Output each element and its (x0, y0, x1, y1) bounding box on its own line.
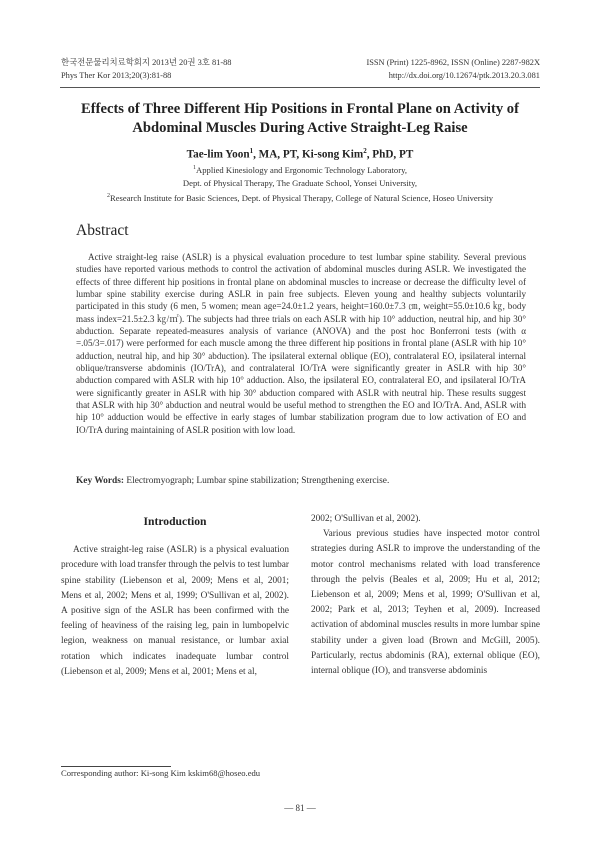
affiliation-1-dept: Dept. of Physical Therapy, The Graduate School, Yonsei University, (182, 178, 418, 189)
intro-paragraph-2: Various previous studies have inspected motor control strategies during ASLR to improve the understanding of the motor control mechanisms related with load transference through the pelvis (Beales et al, 2009; Hu et al, 2012; Liebenson et al, 2009; Mens et al, 1999; O'Sullivan et al, 2002; Park et al, 2013; Teyhen et al, 2009). Increased activation of abdominal muscles results in more lumbar spine stability under a given load (Brown and McGill, 2005). Particularly, rectus abdominis (RA), external oblique (EO), internal oblique (IO), and transverse abdominis (311, 529, 540, 677)
left-column (61, 509, 289, 680)
keywords-list: Electromyograph; Lumbar spine stabilization; Strengthening exercise. (124, 476, 390, 486)
doi-line[interactable]: http://dx.doi.org/10.12674/ptk.2013.20.3.081 (388, 71, 540, 80)
author-list (40, 147, 560, 161)
affiliations (40, 162, 560, 205)
author-1-affil-mark: 1 (249, 147, 254, 155)
footnote-divider (61, 766, 171, 767)
affiliation-1: $^1$Applied Kinesiology and Ergonomic Technology Laboratory, (193, 164, 407, 175)
journal-citation-korean (61, 56, 232, 82)
paper-title (40, 100, 560, 138)
journal-citation-line1: 한국전문물리치료학회지 2013년 20권 3호 81-88 (61, 58, 232, 67)
affiliation-2: $^2$Research Institute for Basic Sciences, Dept. of Physical Therapy, College of Natural Science, Hoseo University (106, 193, 494, 204)
abstract-heading: Abstract (76, 222, 129, 239)
paper-title-line1: Effects of Three Different Hip Positions in Frontal Plane on Activity of (81, 101, 519, 117)
intro-paragraph-1-continued: 2002; O'Sullivan et al, 2002). (311, 514, 421, 524)
paper-title-line2: Abdominal Muscles During Active Straight-Leg Raise (132, 120, 468, 136)
author-2: , MA, PT, Ki-song Kim (253, 148, 364, 161)
keywords-label: Key Words: (76, 476, 125, 486)
header-divider (60, 87, 540, 88)
right-column (311, 512, 540, 679)
author-2-affil-mark: 2 (363, 147, 367, 155)
page-number: — 81 — (284, 803, 316, 813)
author-degrees: , PhD, PT (366, 148, 414, 161)
journal-issn-doi (366, 56, 540, 82)
abstract-text: Active straight-leg raise (ASLR) is a physical evaluation procedure to test lumbar spine stability. Several previous studies have reported various methods to control the activation of abdominal muscles during ASLR. We investigated the effects of three different hip positions in frontal plane on abdominal muscles to increase or decrease the difficulty level of lumbar spine stability exercise during ASLR in pain free subjects. Eleven young and healthy subjects voluntarily participated in this study (6 men, 5 women; mean age=24.0±1.2 years, height=160.0±7.3 ㎝, weight=55.0±10.6 ㎏, body mass index=21.5±2.3 ㎏/㎡). The subjects had three trials on each ASLR with hip 10° adduction, neutral hip, and hip 30° abduction. Separate repeated-measures analysis of variance (ANOVA) and the post hoc Bonferroni tests (with α =.05/3=.017) were performed for each muscle among the three different hip positions in frontal plane (ASLR with hip 10° adduction, neutral hip, and hip 30° abduction). The ipsilateral external oblique (EO), contralateral EO, ipsilateral internal oblique/transverse abdominis (IO/TrA), and contralateral IO/TrA were significantly greater in ASLR with hip 30° abduction compared with ASLR with hip 10° adduction. Also, the ipsilateral EO, contralateral EO, and ipsilateral IO/TrA were significantly greater in ASLR with hip 30° abduction compared with ASLR with neutral hip. These results suggest that ASLR with hip 30° abduction and neutral would be useful method to strengthen the EO and IO/TrA. And, ASLR with hip 10° adduction would be effective in early stages of lumbar stabilization program due to low activation of EO and IO/TrA during maintaining of ASLR position with low load. (76, 252, 526, 435)
corresponding-author-footnote: Corresponding author: Ki-song Kim kskim68@hoseo.edu (61, 768, 261, 778)
keywords (76, 476, 526, 486)
intro-paragraph-1: Active straight-leg raise (ASLR) is a physical evaluation procedure with load transfer through the pelvis to test lumbar spine stability (Liebenson et al, 2009; Mens et al, 2001; Mens et al, 2002; Mens et al, 1999; O'Sullivan et al, 2002). A positive sign of the ASLR has been confirmed with the feeling of heaviness of the raising leg, pain in lumbopelvic legion, weakness on manual resistance, or lumbar axial rotation which indicates inadequate lumbar control (Liebenson et al, 2009; Mens et al, 2001; Mens et al, (61, 545, 289, 677)
journal-citation-line2: Phys Ther Kor 2013;20(3):81-88 (61, 71, 172, 80)
author-1: Tae-lim Yoon (186, 148, 250, 161)
issn-line: ISSN (Print) 1225-8962, ISSN (Online) 2287-982X (366, 58, 540, 67)
introduction-heading: Introduction (143, 515, 207, 528)
